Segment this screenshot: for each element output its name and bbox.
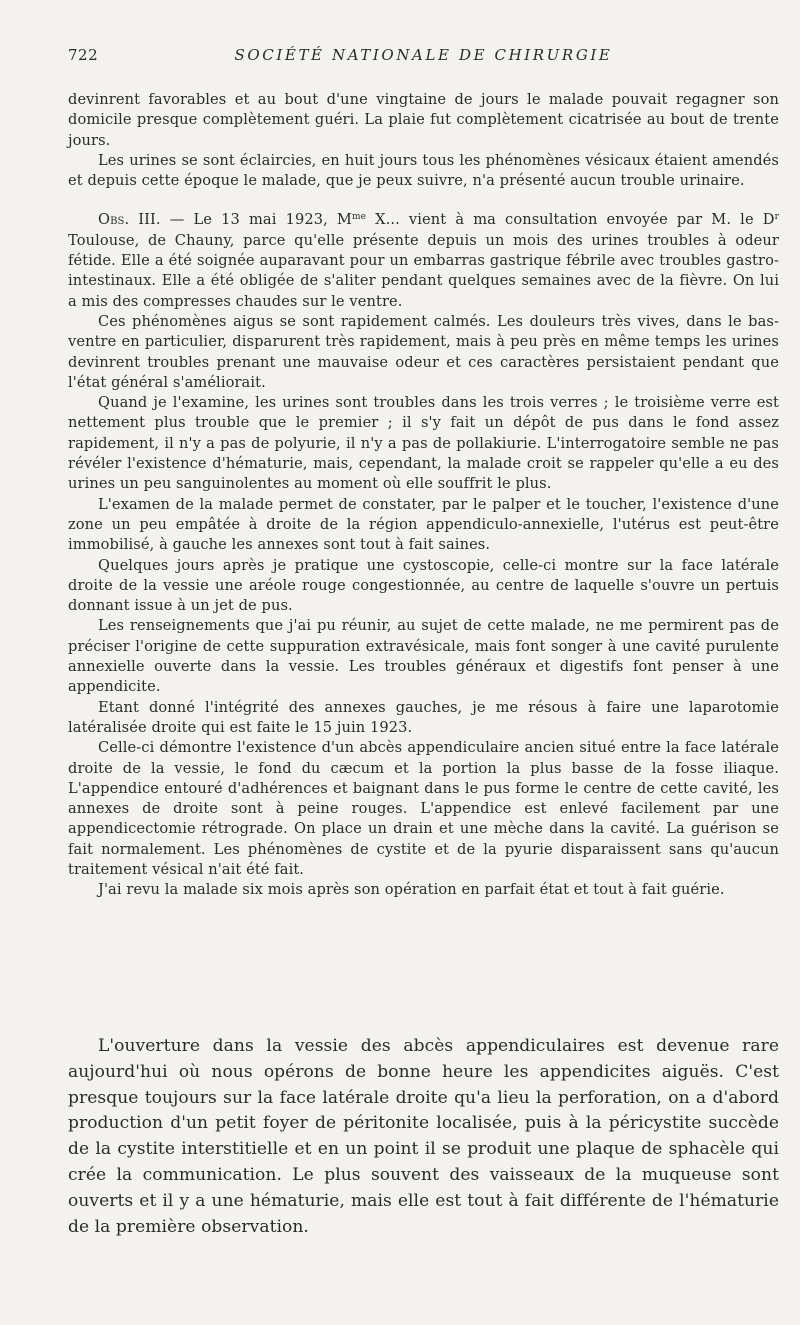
paragraph-discussion: L'ouverture dans la vessie des abcès appendiculaires est devenue rare aujourd'hui où nous opérons de bonne heure les appendicites aiguës. C'est presque toujours sur la face latérale droite qu'a lieu la perforation, on a d'abord production d'un petit foyer de péritonite localisée, puis à la péricystite succède de la cystite interstitielle et en un point il se produit une plaque de sphacèle qui crée la communication. Le plus souvent des vaisseaux de la muqueuse sont ouverts et il y a une hématurie, mais elle est tout à fait différente de l'hématurie de la première observation. [68,1036,779,1237]
observation-text-part-2: X... vient à ma consultation envoyée par M. le D [366,211,775,229]
paragraph-continuation: devinrent favorables et au bout d'une vingtaine de jours le malade pouvait regagner son domicile presque complètement guéri. La plaie fut complètement cicatrisée au bout de trente jours. [68,91,779,149]
discussion-text [68,1034,779,1240]
paragraph-information: Les renseignements que j'ai pu réunir, au sujet de cette malade, ne me permirent pas de préciser l'origine de cette suppuration extravésicale, mais font songer à une cavité purulente annexielle ouverte dans la vessie. Les troubles généraux et digestifs font penser à une appendicite. [68,617,779,696]
observation-label: Obs. III. [98,211,161,229]
paragraph-observation-3 [68,210,779,311]
running-head [68,46,779,68]
page-number: 722 [68,46,99,64]
paragraph-acute-phenomena: Ces phénomènes aigus se sont rapidement calmés. Les douleurs très vives, dans le bas-ventre en particulier, disparurent très rapidement, mais à peu près en même temps les urines devinrent troubles prenant une mauvaise odeur et ces caractères persistaient pendant que l'état général s'améliorait. [68,312,779,391]
page [68,0,779,1325]
paragraph-urines: Les urines se sont éclaircies, en huit jours tous les phénomènes vésicaux étaient amendés et depuis cette époque le malade, que je peux suivre, n'a présenté aucun trouble urinaire. [68,151,779,190]
paragraph-follow-up: J'ai revu la malade six mois après son opération en parfait état et tout à fait guérie. [98,881,725,899]
case-report-text [68,90,779,901]
observation-superscript-2: r [774,212,779,223]
paragraph-palpation: L'examen de la malade permet de constater, par le palper et le toucher, l'existence d'une zone un peu empâtée à droite de la région appendiculo-annexielle, l'utérus est peut-être immobilisé, à gauche les annexes sont tout à fait saines. [68,495,779,554]
journal-title: SOCIÉTÉ NATIONALE DE CHIRURGIE [234,46,613,64]
observation-text-part-3: Toulouse, de Chauny, parce qu'elle présente depuis un mois des urines troubles à odeur fétide. Elle a été soignée auparavant pour un embarras gastrique fébrile avec troubles gastro-intestinaux. Elle a été obligée de s'aliter pendant quelques semaines avec de la fièvre. On lui a mis des compresses chaudes sur le ventre. [68,231,779,310]
paragraph-examination: Quand je l'examine, les urines sont troubles dans les trois verres ; le troisième verre est nettement plus trouble que le premier ; il s'y fait un dépôt de pus dans le fond assez rapidement, il n'y a pas de polyurie, il n'y a pas de pollakiurie. L'interrogatoire semble ne pas révéler l'existence d'hématurie, mais, cependant, la malade croit se rappeler qu'elle a eu des urines un peu sanguinolentes au moment où elle souffrit le plus. [68,394,779,493]
paragraph-laparotomy: Etant donné l'intégrité des annexes gauches, je me résous à faire une laparotomie latéralisée droite qui est faite le 15 juin 1923. [68,698,779,736]
observation-superscript-1: me [351,212,367,223]
paragraph-abscess: Celle-ci démontre l'existence d'un abcès appendiculaire ancien situé entre la face latérale droite de la vessie, le fond du cæcum et la portion la plus basse de la fosse iliaque. L'appendice entouré d'adhérences et baignant dans le pus forme le centre de cette cavité, les annexes de droite sont à peine rouges. L'appendice est enlevé facilement par une appendicectomie rétrograde. On place un drain et une mèche dans la cavité. La guérison se fait normalement. Les phénomènes de cystite et de la pyurie disparaissent sans qu'aucun traitement vésical n'ait été fait. [68,739,779,878]
observation-text-part-1: — Le 13 mai 1923, M [160,211,352,229]
paragraph-cystoscopy: Quelques jours après je pratique une cystoscopie, celle-ci montre sur la face latérale droite de la vessie une aréole rouge congestionnée, au centre de laquelle s'ouvre un pertuis donnant issue à un jet de pus. [68,556,779,615]
